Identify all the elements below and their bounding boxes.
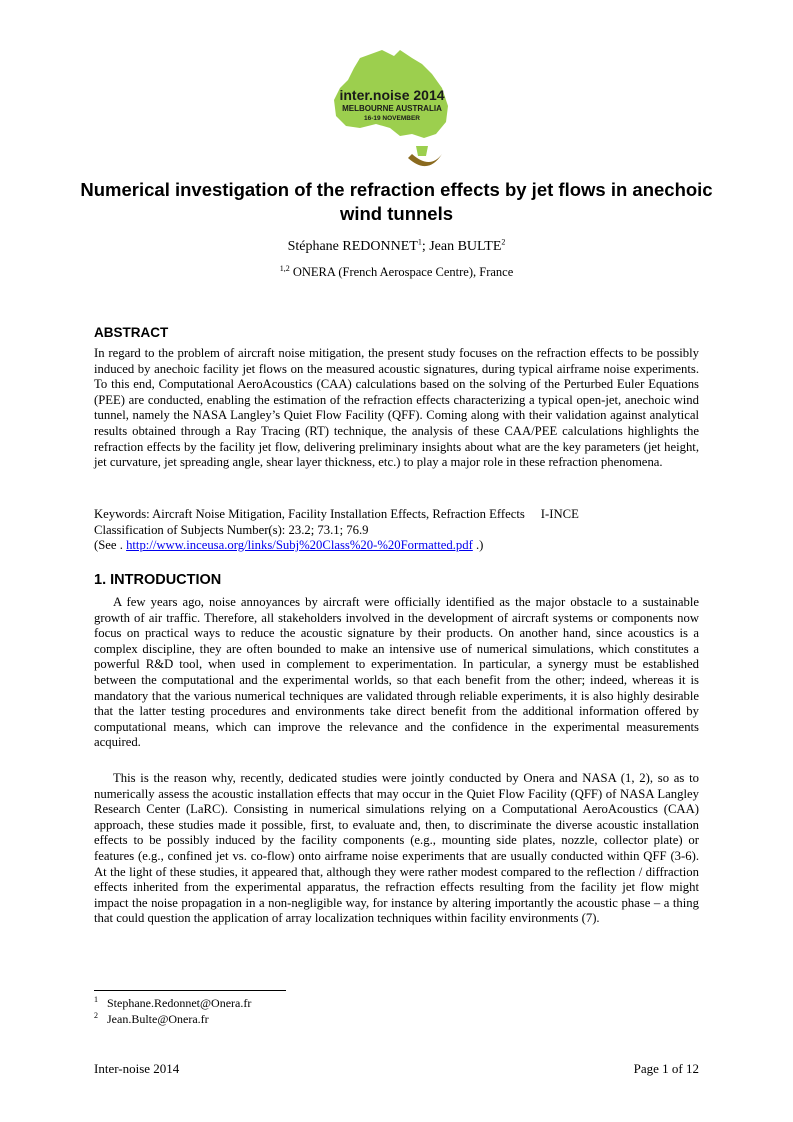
logo-line-3: 16-19 NOVEMBER	[364, 115, 420, 122]
footnote-1-email: Stephane.Redonnet@Onera.fr	[107, 996, 252, 1010]
paper-title: Numerical investigation of the refraction effects by jet flows in anechoic wind tunnels	[80, 179, 713, 224]
footnote-1	[94, 996, 251, 1011]
affiliation-marker: 1,2	[279, 263, 290, 273]
footer-conference: Inter-noise 2014	[94, 1061, 180, 1076]
introduction-paragraph-2: This is the reason why, recently, dedicated studies were jointly conducted by Onera and NASA (1, 2), so as to numerically assess the acoustic installation effects that may occur in the Quiet Flow Facility (QFF) of NASA Langley Research Center (LaRC). Consisting in numerical simulations relying on a Computational AeroAcoustics (CAA) approach, these studies made it possible, first, to evaluate and, then, to discriminate the diverse acoustic installation effects to be possibly induced by the facility components (e.g., mounting side plates, nozzle, collector plate) or features (e.g., confined jet vs. co-flow) onto airframe noise experiments that are usually conducted within QFF (3-6). At the light of these studies, it appeared that, although they were rather modest compared to the reflection / diffraction effects inherited from the experimental apparatus, the refraction effects resulting from the facility jet flow might impact the noise propagation in a non-negligible way, for instance by altering importantly the acoustic phase – a thing that could question the application of array localization techniques within facility environments (7).	[94, 771, 699, 926]
see-row	[94, 538, 699, 554]
classification-link[interactable]: http://www.inceusa.org/links/Subj%20Class%20-%20Formatted.pdf	[126, 538, 473, 553]
affiliation-text: ONERA (French Aerospace Centre), France	[289, 265, 514, 279]
footer-page-number: Page 1 of 12	[633, 1061, 699, 1076]
author-1: Stéphane REDONNET	[287, 239, 418, 254]
footnote-1-number: 1	[94, 995, 98, 1004]
footnote-divider	[94, 990, 286, 991]
conference-logo	[330, 48, 454, 184]
classification-text: Classification of Subjects Number(s): 23.2; 73.1; 76.9	[94, 522, 369, 537]
introduction-paragraph-1: A few years ago, noise annoyances by aircraft were officially identified as the major obstacle to a sustainable growth of air traffic. Therefore, all stakeholders involved in the development of aircraft systems or components now focus on practical ways to reduce the acoustic signature by their products. On another hand, since acoustics is a complex discipline, they are often bounded to make an intensive use of numerical simulations, which constitutes a powerful R&D tool, when used in complement to experimentation. In particular, a synergy must be established between the computational and the experimental worlds, so that each benefit from the other; indeed, whereas it is mandatory that the various numerical techniques are validated through reliable experiments, it is also highly desirable that the latter testing procedures and environments take direct benefit from the additional information offered by computational means, which can improve the relevance and the confidence in the experimental measurements acquired.	[94, 595, 699, 750]
author-2: Jean BULTE	[429, 239, 502, 254]
australia-map-icon	[330, 48, 454, 184]
author-2-marker: 2	[501, 237, 506, 247]
see-suffix: .)	[472, 538, 484, 553]
footnote-2-email: Jean.Bulte@Onera.fr	[107, 1012, 209, 1026]
keywords-block	[94, 507, 699, 554]
footnote-2-number: 2	[94, 1011, 98, 1020]
abstract-text: In regard to the problem of aircraft noise mitigation, the present study focuses on the refraction effects to be possibly induced by anechoic facility jet flows on the measured acoustic signatures, during typical airframe noise experiments. To this end, Computational AeroAcoustics (CAA) calculations based on the solving of the Perturbed Euler Equations (PEE) are conducted, enabling the estimation of the refraction effects characterizing a typical open-jet, anechoic wind tunnel, namely the NASA Langley’s Quiet Flow Facility (QFF). Coming along with their validation against analytical results obtained through a Ray Tracing (RT) technique, the analysis of these CAA/PEE calculations highlights the refraction effects by the facility jet flow, delivering preliminary insights about what are the key parameters (jet height, jet curvature, jet spreading angle, shear layer thickness, etc.) to play a major role in these refraction phenomena.	[94, 346, 699, 470]
author-1-marker: 1	[417, 237, 422, 247]
logo-line-1: inter.noise 2014	[339, 87, 445, 103]
ince-label: I-INCE	[540, 507, 579, 521]
keywords-text: Keywords: Aircraft Noise Mitigation, Facility Installation Effects, Refraction Effects	[94, 507, 525, 521]
footnote-2	[94, 1012, 209, 1027]
logo-line-2: MELBOURNE AUSTRALIA	[342, 104, 442, 113]
keywords-row	[94, 507, 699, 523]
affiliation	[60, 264, 733, 280]
see-prefix: (See .	[94, 538, 127, 553]
abstract-heading: ABSTRACT	[94, 325, 169, 340]
introduction-heading: 1. INTRODUCTION	[94, 572, 222, 588]
author-list	[60, 238, 733, 256]
author-separator: ;	[421, 239, 430, 254]
